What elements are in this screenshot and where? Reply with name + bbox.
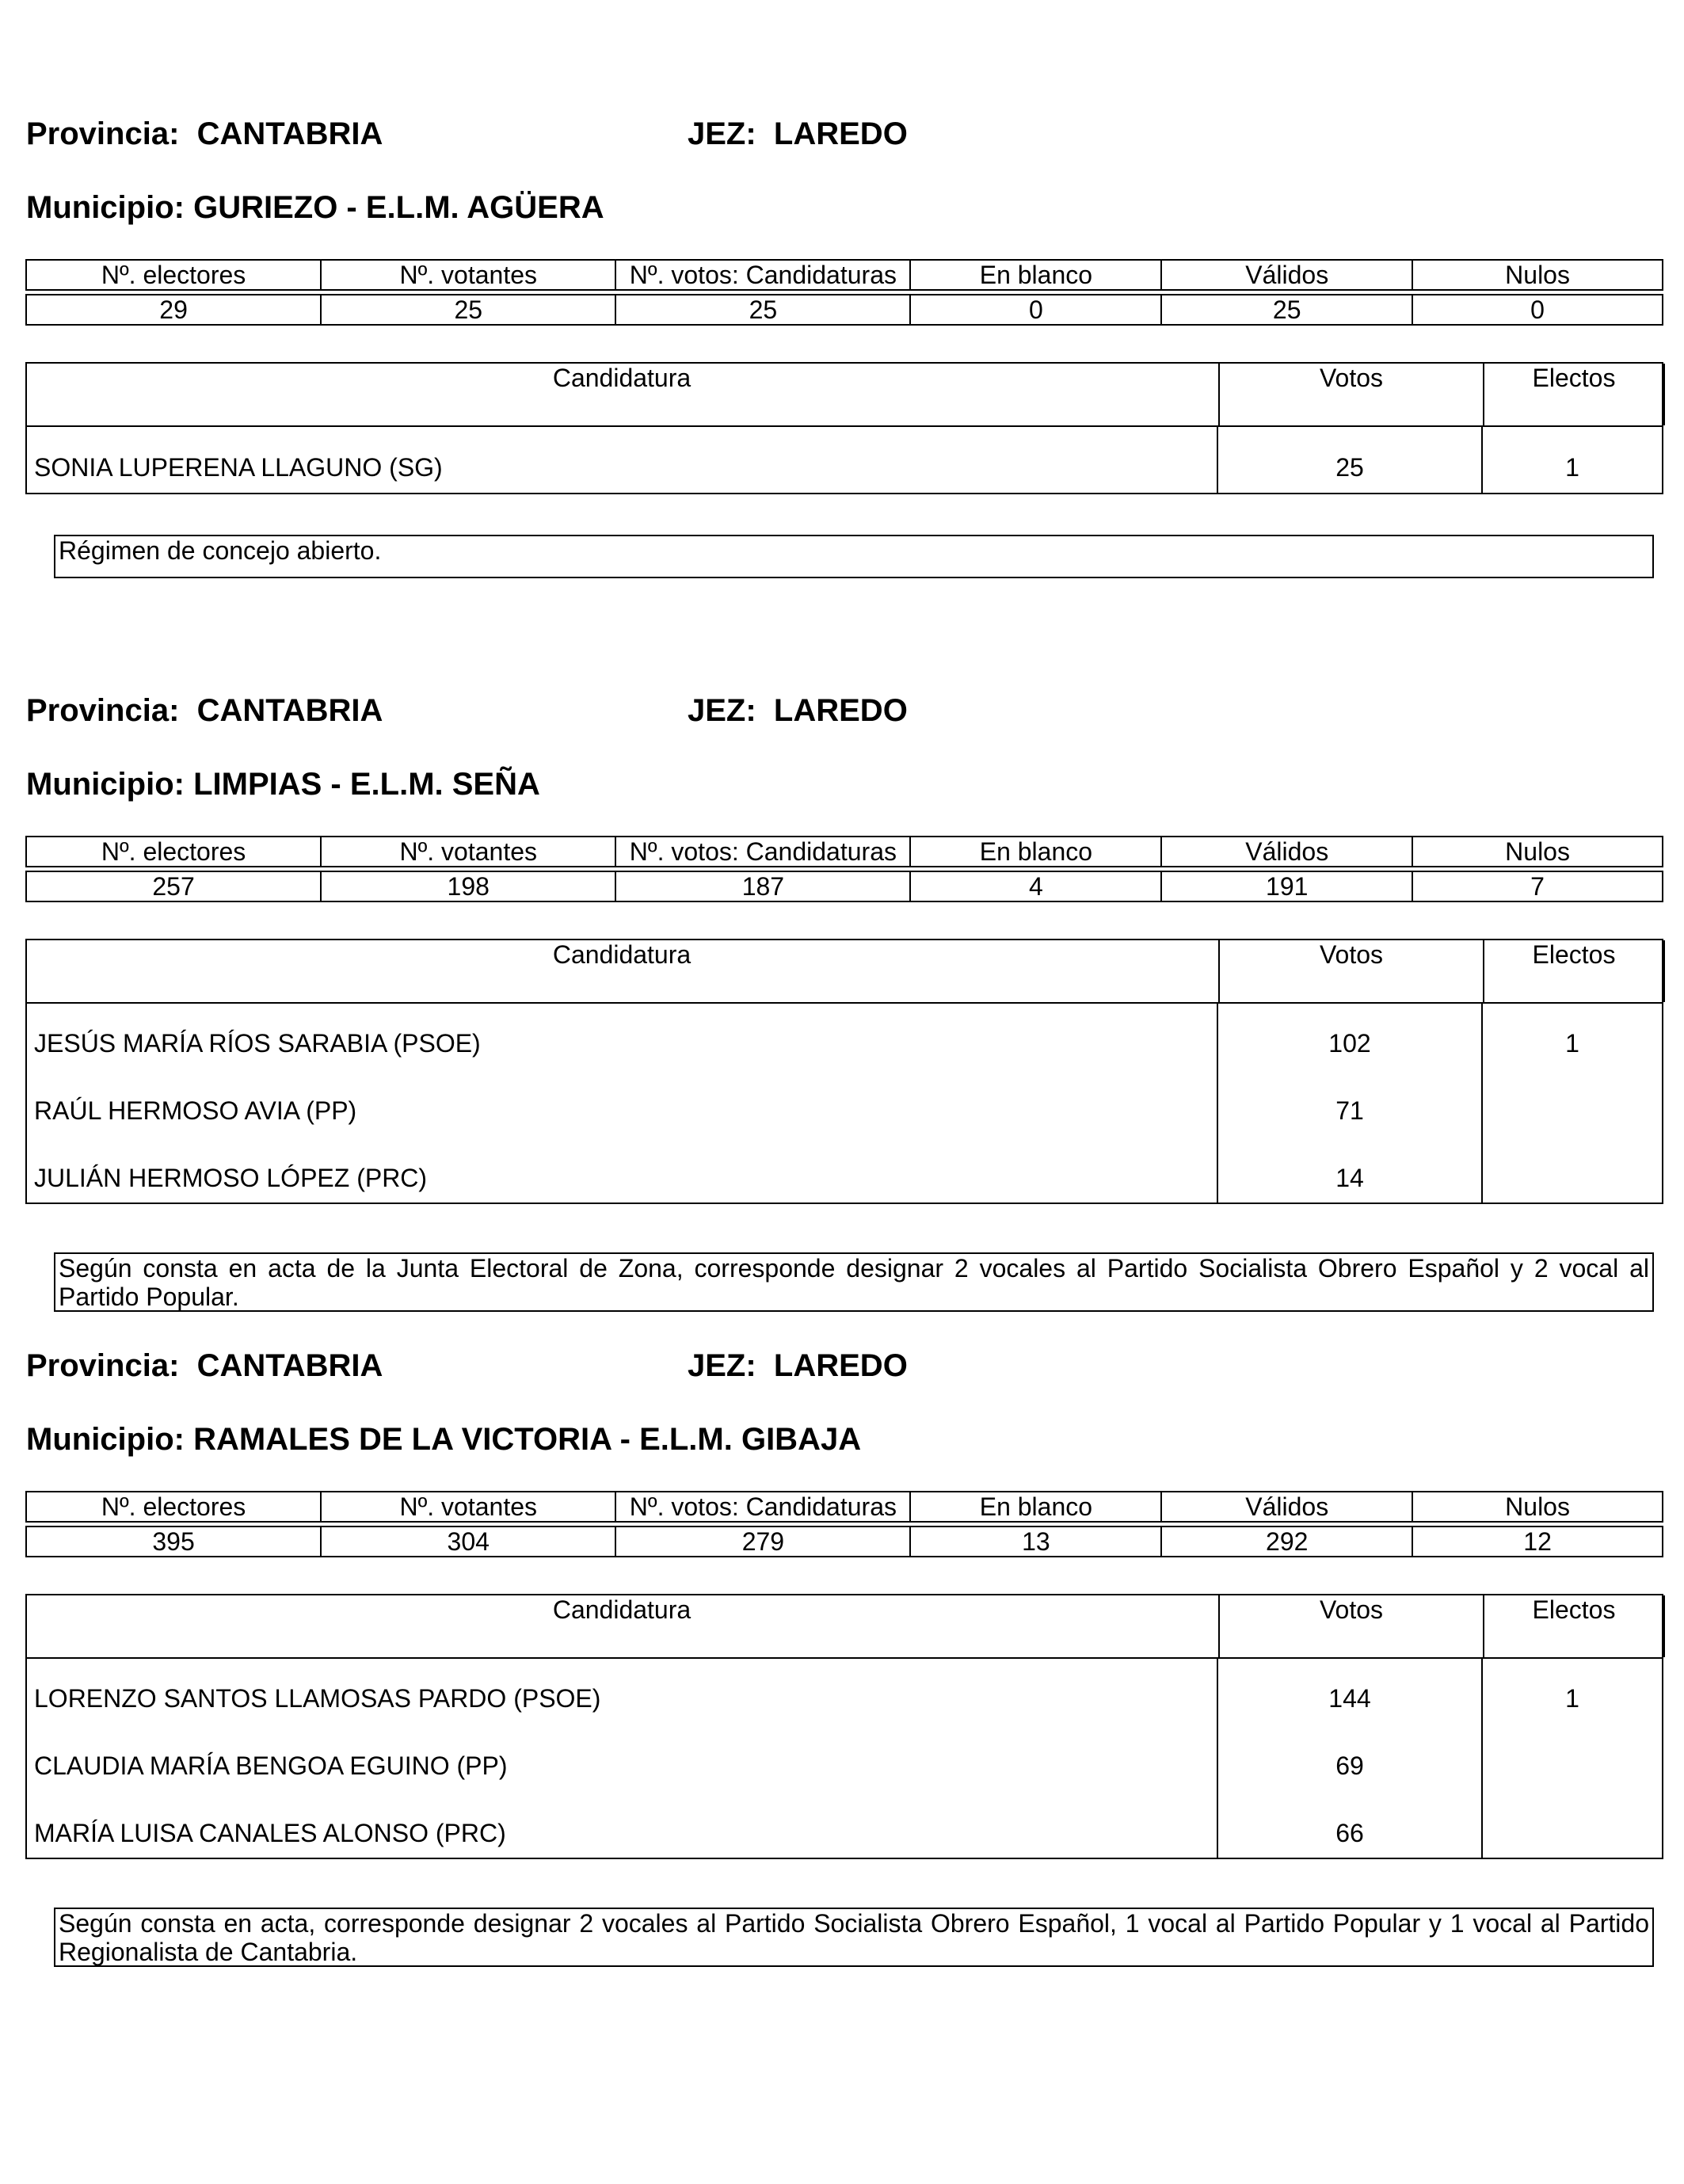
electos-header: Electos bbox=[1483, 940, 1665, 1002]
candidate-name: MARÍA LUISA CANALES ALONSO (PRC) bbox=[34, 1819, 506, 1847]
candidatura-header: Candidatura bbox=[552, 1595, 692, 1624]
candidates-table bbox=[25, 1594, 1663, 1859]
stats-header: Nulos bbox=[1412, 1492, 1663, 1522]
candidate-electos: 1 bbox=[1565, 1684, 1579, 1713]
stats-table bbox=[25, 259, 1663, 326]
candidate-row bbox=[27, 1004, 1662, 1071]
candidate-electos: 1 bbox=[1565, 1029, 1579, 1058]
candidates-header bbox=[27, 1595, 1662, 1659]
jez-heading: JEZ: LAREDO bbox=[688, 1348, 908, 1383]
stats-value-row bbox=[26, 871, 1663, 901]
stats-value-row bbox=[26, 295, 1663, 325]
candidate-votes: 66 bbox=[1335, 1819, 1364, 1847]
stats-value: 25 bbox=[1161, 295, 1412, 325]
stats-value: 304 bbox=[321, 1527, 615, 1557]
stats-value: 7 bbox=[1412, 871, 1663, 901]
candidate-votes: 102 bbox=[1328, 1029, 1371, 1058]
candidatura-header: Candidatura bbox=[552, 940, 692, 969]
stats-header-row bbox=[26, 1492, 1663, 1522]
candidate-name: LORENZO SANTOS LLAMOSAS PARDO (PSOE) bbox=[34, 1684, 601, 1713]
candidates-table bbox=[25, 939, 1663, 1204]
candidatura-header: Candidatura bbox=[552, 364, 692, 392]
stats-value: 395 bbox=[26, 1527, 321, 1557]
note-box: Según consta en acta de la Junta Electoral de Zona, corresponde designar 2 vocales al Partido Socialista Obrero Español y 2 vocal al Partido Popular. bbox=[54, 1252, 1654, 1312]
stats-header: Nº. electores bbox=[26, 837, 321, 867]
stats-value: 279 bbox=[615, 1527, 910, 1557]
section-ramales bbox=[0, 1232, 1684, 1966]
stats-header: En blanco bbox=[910, 260, 1161, 290]
votos-header: Votos bbox=[1218, 940, 1483, 1002]
stats-value: 12 bbox=[1412, 1527, 1663, 1557]
candidate-name: JULIÁN HERMOSO LÓPEZ (PRC) bbox=[34, 1164, 428, 1192]
candidate-row bbox=[27, 1726, 1662, 1793]
stats-header: Nº. votantes bbox=[321, 837, 615, 867]
stats-header: Válidos bbox=[1161, 1492, 1412, 1522]
stats-header: Nº. votantes bbox=[321, 260, 615, 290]
municipio-heading: Municipio: RAMALES DE LA VICTORIA - E.L.M. GIBAJA bbox=[26, 1422, 862, 1457]
stats-value: 198 bbox=[321, 871, 615, 901]
stats-header: Nº. votos: Candidaturas bbox=[615, 260, 910, 290]
votos-header: Votos bbox=[1218, 1595, 1483, 1657]
stats-value: 191 bbox=[1161, 871, 1412, 901]
candidate-row bbox=[27, 1071, 1662, 1138]
stats-value: 257 bbox=[26, 871, 321, 901]
votos-header: Votos bbox=[1218, 364, 1483, 425]
stats-value: 13 bbox=[910, 1527, 1161, 1557]
stats-header-row bbox=[26, 837, 1663, 867]
stats-value: 187 bbox=[615, 871, 910, 901]
stats-header: Nulos bbox=[1412, 837, 1663, 867]
stats-header: Válidos bbox=[1161, 837, 1412, 867]
candidate-row bbox=[27, 1793, 1662, 1858]
electos-header: Electos bbox=[1483, 364, 1665, 425]
jez-heading: JEZ: LAREDO bbox=[688, 693, 908, 728]
section-limpias bbox=[0, 577, 1684, 1311]
section-guriezo bbox=[0, 0, 1684, 634]
stats-header: Nº. electores bbox=[26, 1492, 321, 1522]
provincia-heading: Provincia: CANTABRIA bbox=[26, 1348, 383, 1383]
stats-value: 0 bbox=[910, 295, 1161, 325]
candidates-header bbox=[27, 940, 1662, 1004]
note-box: Régimen de concejo abierto. bbox=[54, 535, 1654, 578]
jez-heading: JEZ: LAREDO bbox=[688, 116, 908, 151]
stats-value: 25 bbox=[321, 295, 615, 325]
provincia-heading: Provincia: CANTABRIA bbox=[26, 116, 383, 151]
stats-value: 29 bbox=[26, 295, 321, 325]
stats-header: Nº. votos: Candidaturas bbox=[615, 837, 910, 867]
municipio-heading: Municipio: LIMPIAS - E.L.M. SEÑA bbox=[26, 767, 540, 802]
candidate-votes: 71 bbox=[1335, 1096, 1364, 1125]
stats-value: 25 bbox=[615, 295, 910, 325]
stats-header: En blanco bbox=[910, 837, 1161, 867]
candidate-electos: 1 bbox=[1565, 453, 1579, 482]
stats-header: Nulos bbox=[1412, 260, 1663, 290]
candidate-row bbox=[27, 427, 1662, 493]
note-box: Según consta en acta, corresponde designar 2 vocales al Partido Socialista Obrero Español, 1 vocal al Partido Popular y 1 vocal al Partido Regionalista de Cantabria. bbox=[54, 1908, 1654, 1967]
candidate-votes: 144 bbox=[1328, 1684, 1371, 1713]
candidate-name: RAÚL HERMOSO AVIA (PP) bbox=[34, 1096, 357, 1125]
candidate-votes: 25 bbox=[1335, 453, 1364, 482]
candidate-votes: 69 bbox=[1335, 1751, 1364, 1780]
electos-header: Electos bbox=[1483, 1595, 1665, 1657]
candidate-name: JESÚS MARÍA RÍOS SARABIA (PSOE) bbox=[34, 1029, 481, 1058]
stats-header: Nº. votantes bbox=[321, 1492, 615, 1522]
stats-value: 4 bbox=[910, 871, 1161, 901]
candidate-votes: 14 bbox=[1335, 1164, 1364, 1192]
candidates-header bbox=[27, 364, 1662, 427]
stats-value: 292 bbox=[1161, 1527, 1412, 1557]
stats-table bbox=[25, 1491, 1663, 1557]
stats-header: Válidos bbox=[1161, 260, 1412, 290]
stats-header: En blanco bbox=[910, 1492, 1161, 1522]
candidates-table bbox=[25, 362, 1663, 494]
municipio-heading: Municipio: GURIEZO - E.L.M. AGÜERA bbox=[26, 190, 604, 225]
stats-header-row bbox=[26, 260, 1663, 290]
provincia-heading: Provincia: CANTABRIA bbox=[26, 693, 383, 728]
stats-value-row bbox=[26, 1527, 1663, 1557]
stats-header: Nº. electores bbox=[26, 260, 321, 290]
stats-header: Nº. votos: Candidaturas bbox=[615, 1492, 910, 1522]
stats-table bbox=[25, 836, 1663, 902]
candidate-name: CLAUDIA MARÍA BENGOA EGUINO (PP) bbox=[34, 1751, 508, 1780]
candidate-name: SONIA LUPERENA LLAGUNO (SG) bbox=[34, 453, 443, 482]
stats-value: 0 bbox=[1412, 295, 1663, 325]
candidate-row bbox=[27, 1138, 1662, 1203]
candidate-row bbox=[27, 1659, 1662, 1726]
